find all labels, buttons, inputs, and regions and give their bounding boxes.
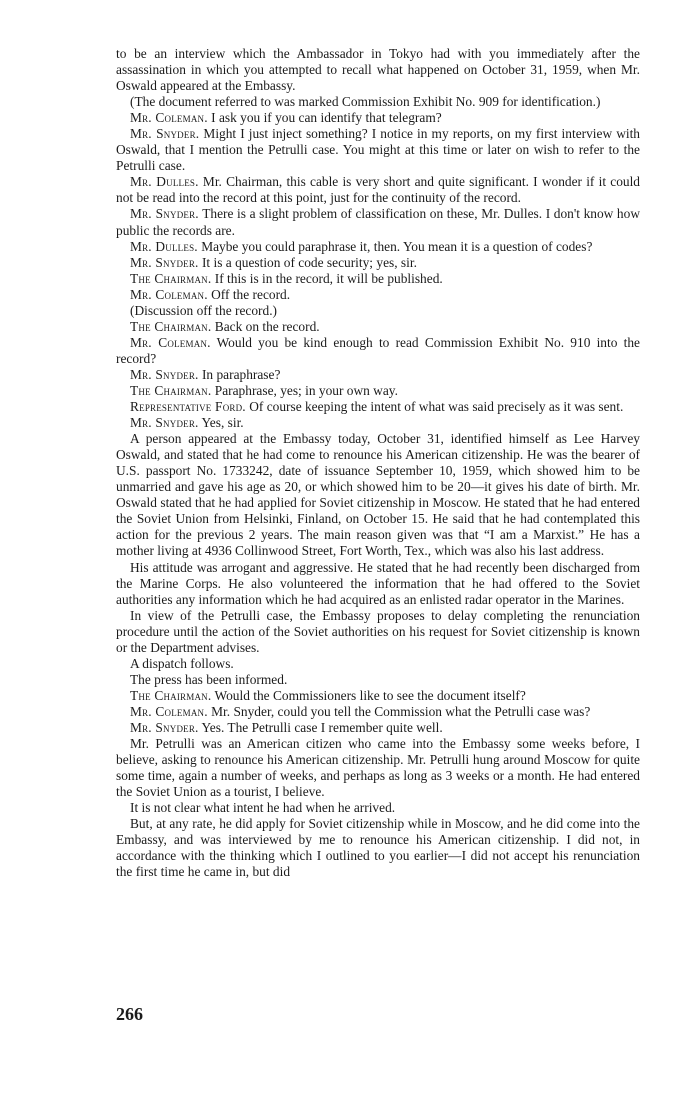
speaker-name: Mr. Snyder.: [130, 415, 199, 431]
transcript-paragraph: [116, 46, 640, 94]
paragraph-text: In paraphrase?: [201, 366, 281, 382]
paragraph-text: Might I just inject something? I notice in my reports, on my first interview with Oswald, that I mention the Petrulli case. You might at this time or later on wish to refer to the Petrulli case.: [116, 126, 640, 174]
paragraph-text: Of course keeping the intent of what was said precisely as it was sent.: [249, 399, 624, 415]
paragraph-text: Maybe you could paraphrase it, then. You mean it is a question of codes?: [201, 238, 593, 254]
transcript-paragraph: [116, 608, 640, 656]
paragraph-text: Would you be kind enough to read Commission Exhibit No. 910 into the record?: [116, 334, 640, 366]
transcript-paragraph: [116, 656, 640, 672]
paragraph-text: I ask you if you can identify that telegram?: [211, 110, 442, 126]
speaker-name: Mr. Coleman.: [130, 110, 208, 126]
testimony-paragraph: [116, 415, 640, 431]
transcript-paragraph: [116, 816, 640, 880]
testimony-paragraph: [116, 271, 640, 287]
page-number: 266: [116, 1004, 143, 1024]
speaker-name: Mr. Snyder.: [130, 719, 199, 735]
paragraph-text: Paraphrase, yes; in your own way.: [214, 382, 398, 398]
transcript-paragraph: [116, 560, 640, 608]
paragraph-text: (The document referred to was marked Commission Exhibit No. 909 for identification.): [130, 94, 601, 110]
testimony-paragraph: [116, 399, 640, 415]
testimony-paragraph: [116, 110, 640, 126]
transcript-paragraph: [116, 94, 640, 110]
testimony-paragraph: [116, 174, 640, 206]
paragraph-text: A person appeared at the Embassy today, October 31, identified himself as Lee Harvey Oswald, and stated that he had come to renounce his American citizenship. He was the bearer of U.S. passport No. 1733242, date of issuance September 10, 1959, which showed him to be unmarried and gave his age as 20, or which showed him to be 20—it gives his date of birth. Mr. Oswald stated that he had applied for Soviet citizenship in Moscow. He stated that he had entered the Soviet Union from Helsinki, Finland, on October 15. He said that he had contemplated this action for the previous 2 years. The main reason given was that “I am a Marxist.” He has a mother living at 4936 Collinwood Street, Fort Worth, Tex., which was also his last address.: [116, 431, 640, 559]
speaker-name: Mr. Snyder.: [130, 366, 199, 382]
speaker-name: Mr. Snyder.: [130, 254, 199, 270]
speaker-name: The Chairman.: [130, 318, 212, 334]
paragraph-text: Mr. Snyder, could you tell the Commission what the Petrulli case was?: [211, 703, 591, 719]
speaker-name: Mr. Dulles.: [130, 238, 198, 254]
paragraph-text: A dispatch follows.: [130, 655, 234, 671]
paragraph-text: Yes, sir.: [201, 415, 244, 431]
testimony-paragraph: [116, 720, 640, 736]
testimony-paragraph: [116, 688, 640, 704]
paragraph-text: The press has been informed.: [130, 671, 288, 687]
paragraph-text: to be an interview which the Ambassador in Tokyo had with you immediately after the assassination in which you attempted to recall what happened on October 31, 1959, when Mr. Oswald appeared at the Embassy.: [116, 46, 640, 94]
paragraph-text: Off the record.: [211, 286, 291, 302]
speaker-name: Representative Ford.: [130, 399, 246, 415]
transcript-paragraph: [116, 800, 640, 816]
speaker-name: Mr. Coleman.: [130, 334, 211, 350]
paragraph-text: But, at any rate, he did apply for Soviet citizenship while in Moscow, and he did come into the Embassy, and was interviewed by me to renounce his American citizenship. I did not, in accordance with the thinking which I outlined to you earlier—I did not accept his renunciation the first time he came in, but did: [116, 816, 640, 880]
paragraph-text: If this is in the record, it will be published.: [214, 270, 443, 286]
speaker-name: Mr. Coleman.: [130, 703, 208, 719]
paragraph-text: Mr. Chairman, this cable is very short and quite significant. I wonder if it could not be read into the record at this point, just for the continuity of the record.: [116, 174, 640, 206]
speaker-name: Mr. Dulles.: [130, 174, 199, 190]
testimony-paragraph: [116, 319, 640, 335]
paragraph-text: In view of the Petrulli case, the Embassy proposes to delay completing the renunciation procedure until the action of the Soviet authorities on his request for Soviet citizenship is known or the Department advises.: [116, 607, 640, 655]
speaker-name: The Chairman.: [130, 270, 212, 286]
testimony-paragraph: [116, 126, 640, 174]
transcript-paragraph: [116, 431, 640, 559]
paragraph-text: It is a question of code security; yes, sir.: [201, 254, 417, 270]
testimony-paragraph: [116, 704, 640, 720]
transcript-page: [116, 46, 640, 880]
paragraph-text: Yes. The Petrulli case I remember quite well.: [201, 719, 443, 735]
testimony-paragraph: [116, 335, 640, 367]
transcript-paragraph: [116, 736, 640, 800]
paragraph-text: It is not clear what intent he had when he arrived.: [130, 800, 396, 816]
speaker-name: Mr. Snyder.: [130, 126, 200, 142]
paragraph-text: His attitude was arrogant and aggressive. He stated that he had recently been discharged from the Marine Corps. He also volunteered the information that he had offered to the Soviet authorities any information which he had acquired as an enlisted radar operator in the Marines.: [116, 559, 640, 607]
paragraph-text: Mr. Petrulli was an American citizen who came into the Embassy some weeks before, I believe, asking to renounce his American citizenship. Mr. Petrulli hung around Moscow for quite some time, again a number of weeks, and perhaps as long as 3 weeks or a month. He had entered the Soviet Union as a tourist, I believe.: [116, 736, 640, 800]
testimony-paragraph: [116, 287, 640, 303]
speaker-name: The Chairman.: [130, 382, 212, 398]
transcript-paragraph: [116, 303, 640, 319]
paragraph-text: There is a slight problem of classification on these, Mr. Dulles. I don't know how public the records are.: [116, 206, 640, 238]
paragraph-text: (Discussion off the record.): [130, 302, 278, 318]
testimony-paragraph: [116, 206, 640, 238]
speaker-name: Mr. Coleman.: [130, 286, 208, 302]
testimony-paragraph: [116, 367, 640, 383]
speaker-name: The Chairman.: [130, 687, 212, 703]
testimony-paragraph: [116, 383, 640, 399]
transcript-paragraph: [116, 672, 640, 688]
paragraph-text: Back on the record.: [214, 318, 320, 334]
testimony-paragraph: [116, 255, 640, 271]
paragraph-text: Would the Commissioners like to see the document itself?: [214, 687, 526, 703]
testimony-paragraph: [116, 239, 640, 255]
speaker-name: Mr. Snyder.: [130, 206, 199, 222]
